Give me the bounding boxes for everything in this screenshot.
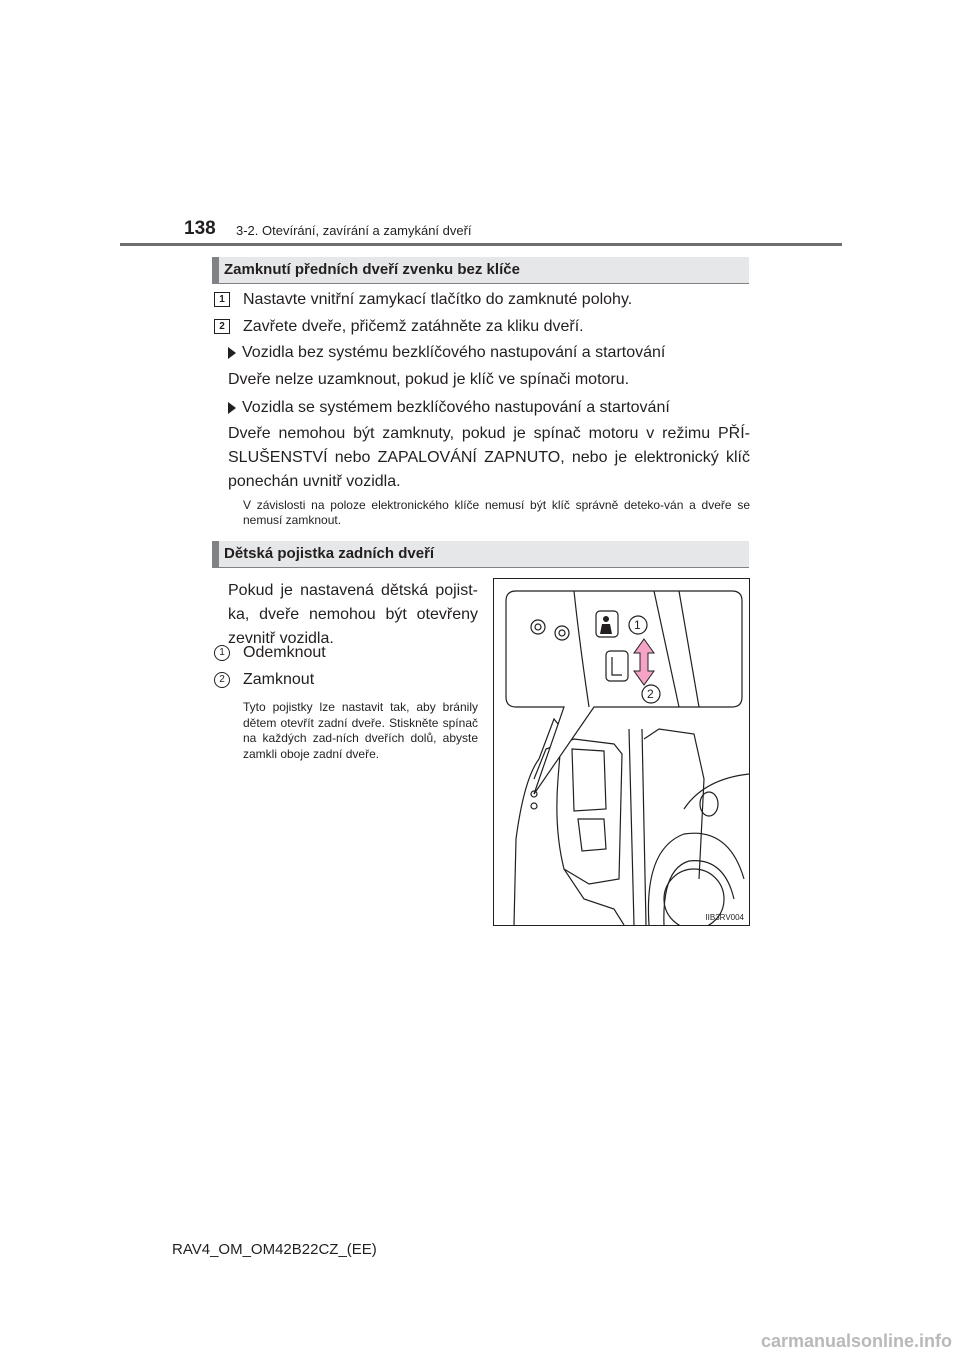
section-heading-text: Zamknutí předních dveří zvenku bez klíče xyxy=(224,261,520,278)
variant-heading-2: Vozidla se systémem bezklíčového nastupování a startování xyxy=(242,399,670,416)
note-text-1: V závislosti na poloze elektronického klíče nemusí být klíč správně deteko-ván a dveře se nemusí zamknout. xyxy=(243,498,750,527)
step-number-2: 2 xyxy=(214,319,230,334)
document-code: RAV4_OM_OM42B22CZ_(EE) xyxy=(172,1241,377,1258)
figure-callout-1: 1 xyxy=(634,618,641,632)
item-text-unlock: Odemknout xyxy=(243,644,326,661)
section-heading-bar xyxy=(212,257,219,283)
note-text-2: Tyto pojistky lze nastavit tak, aby bránily dětem otevřít zadní dveře. Stiskněte spínač na každých zad-ních dveřích dolů, abyste zamkli oboje zadní dveře. xyxy=(243,700,478,761)
header-rule xyxy=(120,243,842,246)
variant-text-2: Dveře nemohou být zamknuty, pokud je spínač motoru v režimu PŘÍ-SLUŠENSTVÍ nebo ZAPALOVÁNÍ ZAPNUTO, nebo je elektronický klíč ponechán uvnitř vozidla. xyxy=(228,425,750,490)
triangle-bullet-icon xyxy=(228,347,236,359)
section-heading-child-lock xyxy=(212,541,749,568)
figure-callout-2: 2 xyxy=(647,687,654,701)
variant-text-1: Dveře nelze uzamknout, pokud je klíč ve spínači motoru. xyxy=(228,371,630,388)
watermark: carmanualsonline.info xyxy=(760,1331,952,1351)
section-heading-bar xyxy=(212,541,219,567)
item-text-lock: Zamknout xyxy=(243,671,315,688)
step-text-1: Nastavte vnitřní zamykací tlačítko do zamknuté polohy. xyxy=(243,291,633,308)
section-heading-text: Dětská pojistka zadních dveří xyxy=(224,545,435,562)
section-heading-locking xyxy=(212,257,749,284)
figure-code: IIB3RV004 xyxy=(705,913,744,922)
chapter-title: 3-2. Otevírání, zavírání a zamykání dveří xyxy=(236,223,472,238)
step-text-2: Zavřete dveře, přičemž zatáhněte za kliku dveří. xyxy=(243,318,584,335)
variant-heading-1: Vozidla bez systému bezklíčového nastupování a startování xyxy=(242,344,666,361)
callout-number-1: 1 xyxy=(214,645,230,661)
door-illustration xyxy=(494,579,749,925)
child-lock-illustration xyxy=(493,578,750,926)
step-number-1: 1 xyxy=(214,292,230,307)
callout-number-2: 2 xyxy=(214,672,230,688)
triangle-bullet-icon xyxy=(228,402,236,414)
child-lock-intro: Pokud je nastavená dětská pojist-ka, dveře nemohou být otevřeny zevnitř vozidla. xyxy=(228,582,478,647)
page-number: 138 xyxy=(184,218,216,239)
